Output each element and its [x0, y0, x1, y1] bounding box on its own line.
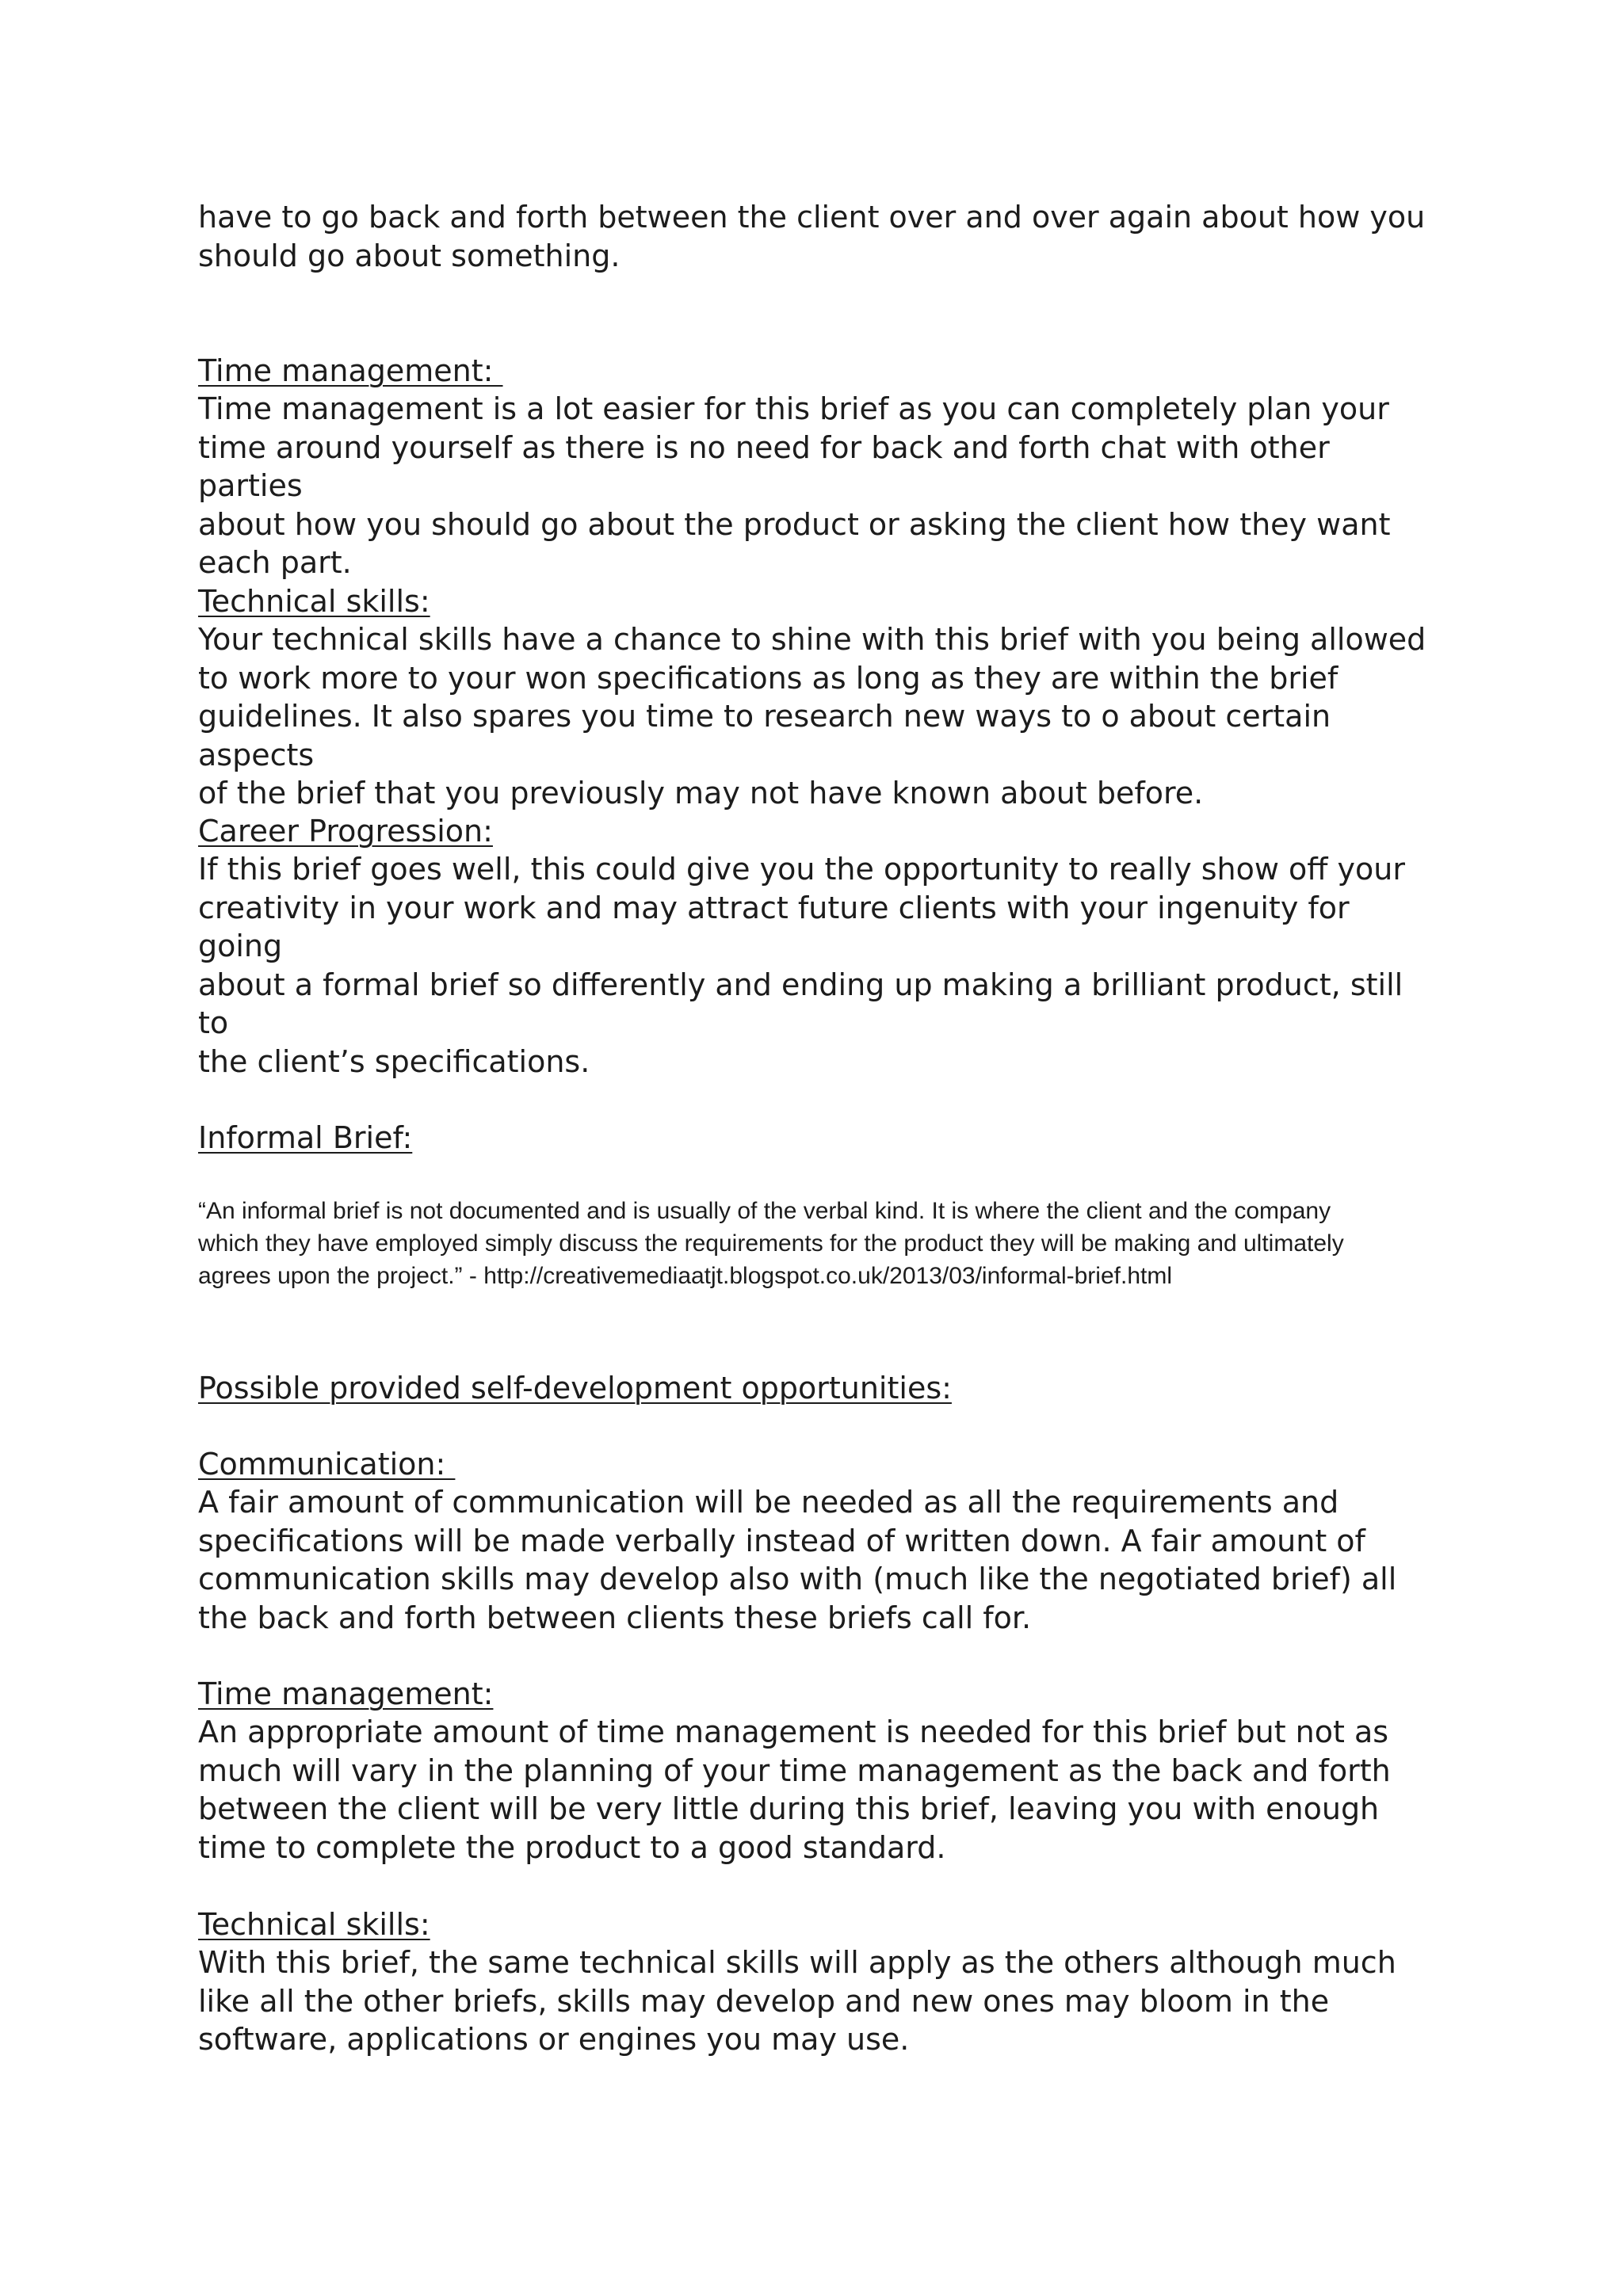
- informal-brief-quote: “An informal brief is not documented and is usually of the verbal kind. It is where the client and the company which they have employed simply discuss the requirements for the product they will be making and ultimately agrees upon the project.” - http://creativemediaatjt.blogspot.co.uk/2013/03/informal-brief.html: [198, 1198, 1344, 1289]
- technical-skills-paragraph: Your technical skills have a chance to shine with this brief with you being allowed to work more to your won specifications as long as they are within the brief guidelines. It also spares you time to research new ways to o about certain aspects of the brief that you previously may not have known about before.: [198, 622, 1426, 810]
- career-progression-paragraph: If this brief goes well, this could give you the opportunity to really show off your creativity in your work and may attract future clients with your ingenuity for going about a formal brief so differently and ending up making a brilliant product, still to the client’s specifications.: [198, 852, 1406, 1079]
- career-progression-heading: Career Progression:: [198, 814, 493, 849]
- informal-technical-skills-paragraph: With this brief, the same technical skills will apply as the others although much like all the other briefs, skills may develop and new ones may bloom in the software, applications or engines you may use.: [198, 1945, 1396, 2057]
- communication-heading: Communication:: [198, 1447, 456, 1482]
- communication-paragraph: A fair amount of communication will be needed as all the requirements and specifications will be made verbally instead of written down. A fair amount of communication skills may develop also with (much like the negotiated brief) all the back and forth between clients these briefs call for.: [198, 1485, 1397, 1635]
- self-development-heading: Possible provided self-development opportunities:: [198, 1371, 952, 1405]
- informal-time-management-paragraph: An appropriate amount of time management is needed for this brief but not as much will vary in the planning of your time management as the back and forth between the client will be very little during this brief, leaving you with enough time to complete the product to a good standard.: [198, 1714, 1391, 1865]
- informal-time-management-heading: Time management:: [198, 1676, 494, 1711]
- time-management-paragraph: Time management is a lot easier for this brief as you can completely plan your time around yourself as there is no need for back and forth chat with other parties about how you should go about the product or asking the client how they want each part.: [198, 391, 1391, 580]
- technical-skills-heading: Technical skills:: [198, 584, 430, 619]
- time-management-heading: Time management:: [198, 353, 503, 388]
- informal-technical-skills-heading: Technical skills:: [198, 1907, 430, 1942]
- informal-brief-title: Informal Brief:: [198, 1120, 413, 1155]
- intro-paragraph-tail: have to go back and forth between the client over and over again about how you should go about something.: [198, 200, 1426, 273]
